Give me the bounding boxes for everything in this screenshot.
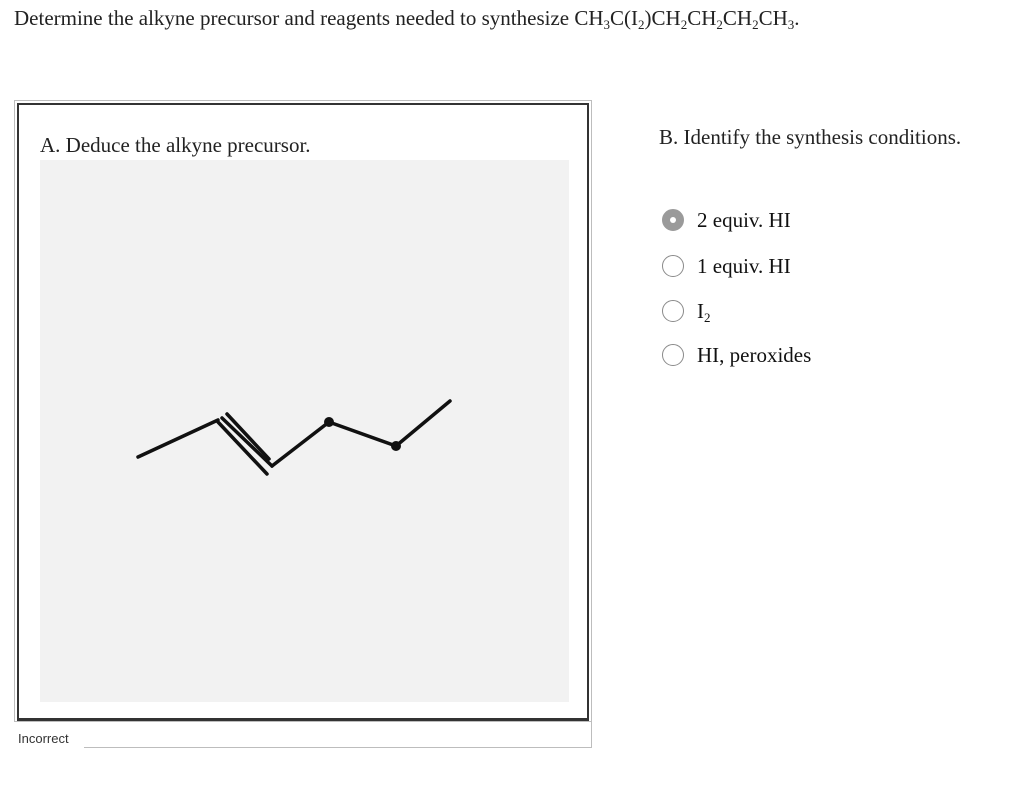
formula-text: CH <box>722 6 753 30</box>
formula-subscript: 2 <box>752 17 759 32</box>
option-label: 1 equiv. HI <box>697 254 791 278</box>
formula-text: C(I <box>610 6 639 30</box>
atom-dot-2 <box>391 441 401 451</box>
formula-text: CH <box>574 6 604 30</box>
question-prefix: Determine the alkyne precursor and reagents needed to synthesize <box>14 6 575 30</box>
status-divider <box>84 747 592 748</box>
option-2-equiv-hi[interactable] <box>662 207 791 233</box>
formula-subscript: 3 <box>787 17 795 32</box>
status-incorrect: Incorrect <box>18 731 69 746</box>
question-title <box>14 4 800 32</box>
radio-button[interactable] <box>662 300 684 322</box>
bond-single-3 <box>329 422 396 446</box>
formula-text: CH <box>758 6 788 30</box>
formula-subscript: 2 <box>638 17 645 32</box>
option-label: 2 equiv. HI <box>697 208 791 232</box>
part-a-panel <box>14 100 592 722</box>
structure-drawing-canvas[interactable] <box>40 160 569 702</box>
atom-dot-1 <box>324 417 334 427</box>
radio-button[interactable] <box>662 255 684 277</box>
option-label: $I_2$ <box>697 299 711 325</box>
part-b-heading: B. Identify the synthesis conditions. <box>659 125 962 149</box>
option-i2[interactable] <box>662 298 711 324</box>
molecule-structure <box>40 160 569 702</box>
formula-text: CH <box>687 6 717 30</box>
option-1-equiv-hi[interactable] <box>662 253 791 279</box>
bond-single-2 <box>272 422 329 466</box>
radio-button[interactable] <box>662 344 684 366</box>
radio-button[interactable] <box>662 209 684 231</box>
status-edge <box>591 722 592 748</box>
target-formula <box>574 6 799 30</box>
bond-triple-line-2 <box>222 418 272 466</box>
part-a-heading: A. Deduce the alkyne precursor. <box>40 133 311 157</box>
formula-subscript: 2 <box>680 17 688 32</box>
formula-subscript: 3 <box>603 17 611 32</box>
formula-text: . <box>794 6 800 30</box>
bond-single-1 <box>138 420 218 457</box>
formula-subscript: 2 <box>716 17 723 32</box>
formula-text: )CH <box>644 6 681 30</box>
option-hi-peroxides[interactable] <box>662 342 811 368</box>
option-label: HI, peroxides <box>697 343 812 367</box>
bond-single-4 <box>396 401 450 446</box>
part-a-content <box>17 103 589 721</box>
part-a-status-bar <box>14 722 592 748</box>
